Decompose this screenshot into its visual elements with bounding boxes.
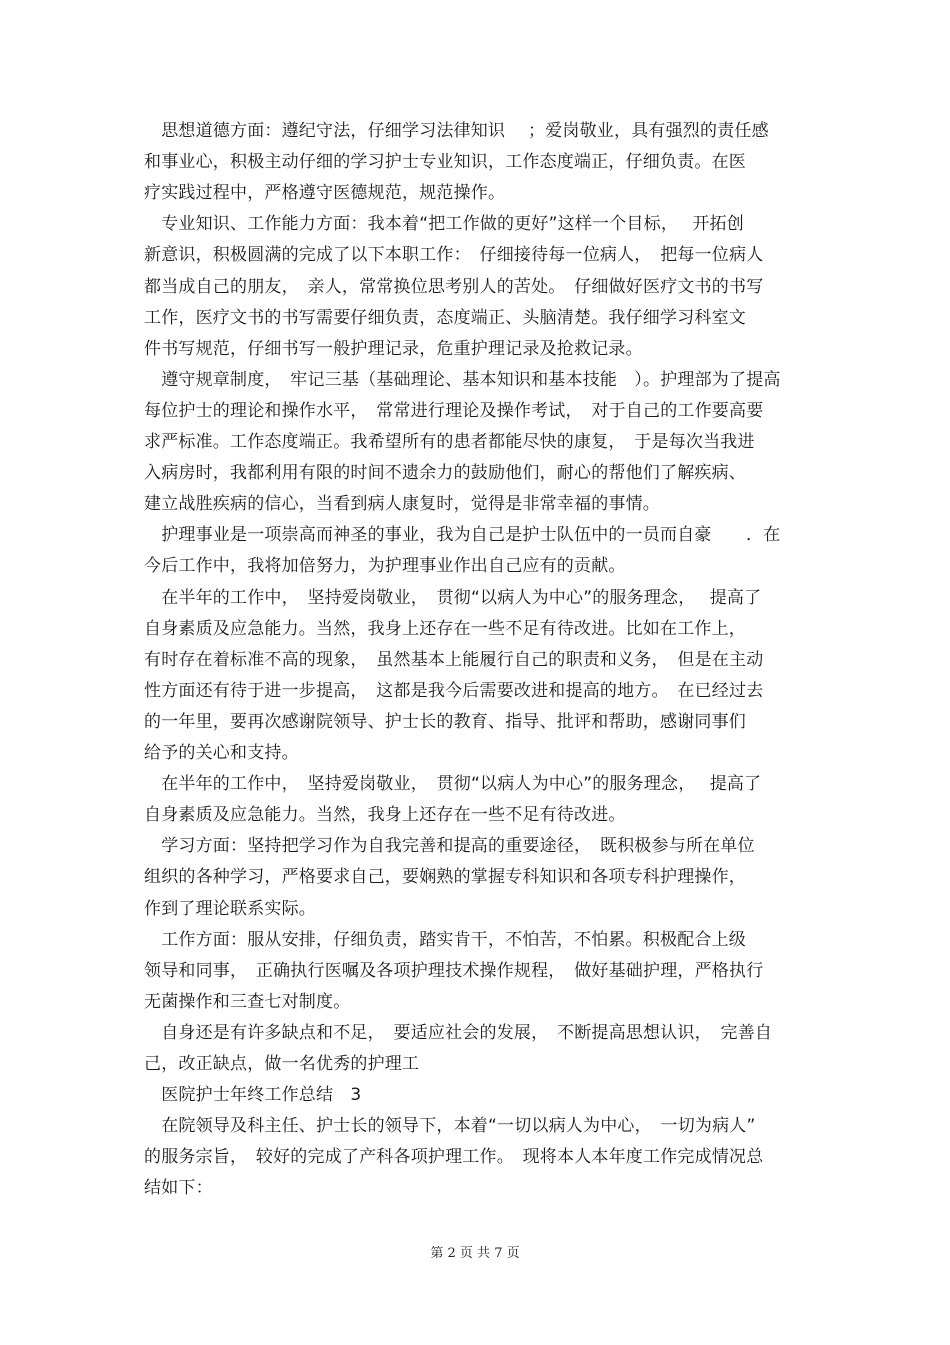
text-line: 疗实践过程中，严格遵守医德规范，规范操作。 bbox=[144, 183, 506, 204]
text-line: 新意识，积极圆满的完成了以下本职工作： 仔细接待每一位病人， 把每一位病人 bbox=[144, 245, 764, 266]
text-line: 求严标准。工作态度端正。我希望所有的患者都能尽快的康复， 于是每次当我进 bbox=[144, 432, 755, 452]
text-line: 作到了理论联系实际。 bbox=[144, 898, 316, 919]
text-line: 都当成自己的朋友， 亲人，常常换位思考别人的苦处。 仔细做好医疗文书的书写 bbox=[144, 276, 764, 297]
text-line: 结如下： bbox=[144, 1178, 213, 1199]
text-line: 自身素质及应急能力。当然，我身上还存在一些不足有待改进。比如在工作上， bbox=[144, 618, 746, 639]
text-line: 遵守规章制度， 牢记三基（基础理论、基本知识和基本技能 ）。护理部为了提高 bbox=[144, 369, 781, 390]
text-line: 医院护士年终工作总结 3 bbox=[144, 1085, 362, 1106]
text-line: 的服务宗旨， 较好的完成了产科各项护理工作。 现将本人本年度工作完成情况总 bbox=[144, 1147, 764, 1168]
text-line: 专业知识、工作能力方面：我本着“把工作做的更好”这样一个目标， 开拓创 bbox=[144, 214, 744, 235]
text-line: 领导和同事， 正确执行医嘱及各项护理技术操作规程， 做好基础护理，严格执行 bbox=[144, 960, 764, 981]
text-line: 自身素质及应急能力。当然，我身上还存在一些不足有待改进。 bbox=[144, 805, 626, 826]
text-line: 自身还是有许多缺点和不足， 要适应社会的发展， 不断提高思想认识， 完善自 bbox=[144, 1022, 773, 1043]
text-line: 给予的关心和支持。 bbox=[144, 743, 299, 763]
text-line: 和事业心，积极主动仔细的学习护士专业知识，工作态度端正，仔细负责。在医 bbox=[144, 152, 746, 173]
text-line: 的一年里，要再次感谢院领导、护士长的教育、指导、批评和帮助，感谢同事们 bbox=[144, 711, 746, 732]
text-line: 有时存在着标准不高的现象， 虽然基本上能履行自己的职责和义务， 但是在主动 bbox=[144, 649, 764, 670]
text-line: 学习方面：坚持把学习作为自我完善和提高的重要途径， 既积极参与所在单位 bbox=[144, 836, 755, 857]
text-line: 思想道德方面：遵纪守法，仔细学习法律知识 ；爱岗敬业，具有强烈的责任感 bbox=[144, 121, 769, 141]
page-footer: 第 2 页 共 7 页 bbox=[430, 1246, 520, 1261]
text-line: 入病房时，我都利用有限的时间不遗余力的鼓励他们，耐心的帮他们了解疾病、 bbox=[144, 463, 746, 484]
text-line: 性方面还有待于进一步提高， 这都是我今后需要改进和提高的地方。 在已经过去 bbox=[144, 680, 764, 701]
text-line: 组织的各种学习，严格要求自己，要娴熟的掌握专科知识和各项专科护理操作， bbox=[144, 867, 746, 888]
text-line: 今后工作中，我将加倍努力，为护理事业作出自己应有的贡献。 bbox=[144, 556, 626, 577]
text-line: 无菌操作和三查七对制度。 bbox=[144, 991, 351, 1012]
text-line: 己，改正缺点，做一名优秀的护理工 bbox=[144, 1054, 420, 1074]
text-line: 护理事业是一项崇高而神圣的事业，我为自己是护士队伍中的一员而自豪 ．在 bbox=[144, 525, 781, 546]
text-line: 在半年的工作中， 坚持爱岗敬业， 贯彻“以病人为中心”的服务理念， 提高了 bbox=[144, 774, 762, 795]
text-line: 工作，医疗文书的书写需要仔细负责，态度端正、头脑清楚。我仔细学习科室文 bbox=[144, 307, 746, 328]
text-line: 在半年的工作中， 坚持爱岗敬业， 贯彻“以病人为中心”的服务理念， 提高了 bbox=[144, 587, 762, 608]
text-line: 件书写规范，仔细书写一般护理记录，危重护理记录及抢救记录。 bbox=[144, 338, 643, 359]
text-line: 工作方面：服从安排，仔细负责，踏实肯干，不怕苦，不怕累。积极配合上级 bbox=[144, 929, 746, 950]
text-line: 每位护士的理论和操作水平， 常常进行理论及操作考试， 对于自己的工作要高要 bbox=[144, 400, 764, 421]
text-line: 建立战胜疾病的信心，当看到病人康复时，觉得是非常幸福的事情。 bbox=[144, 494, 660, 515]
text-line: 在院领导及科主任、护士长的领导下，本着“一切以病人为中心， 一切为病人” bbox=[144, 1116, 756, 1137]
